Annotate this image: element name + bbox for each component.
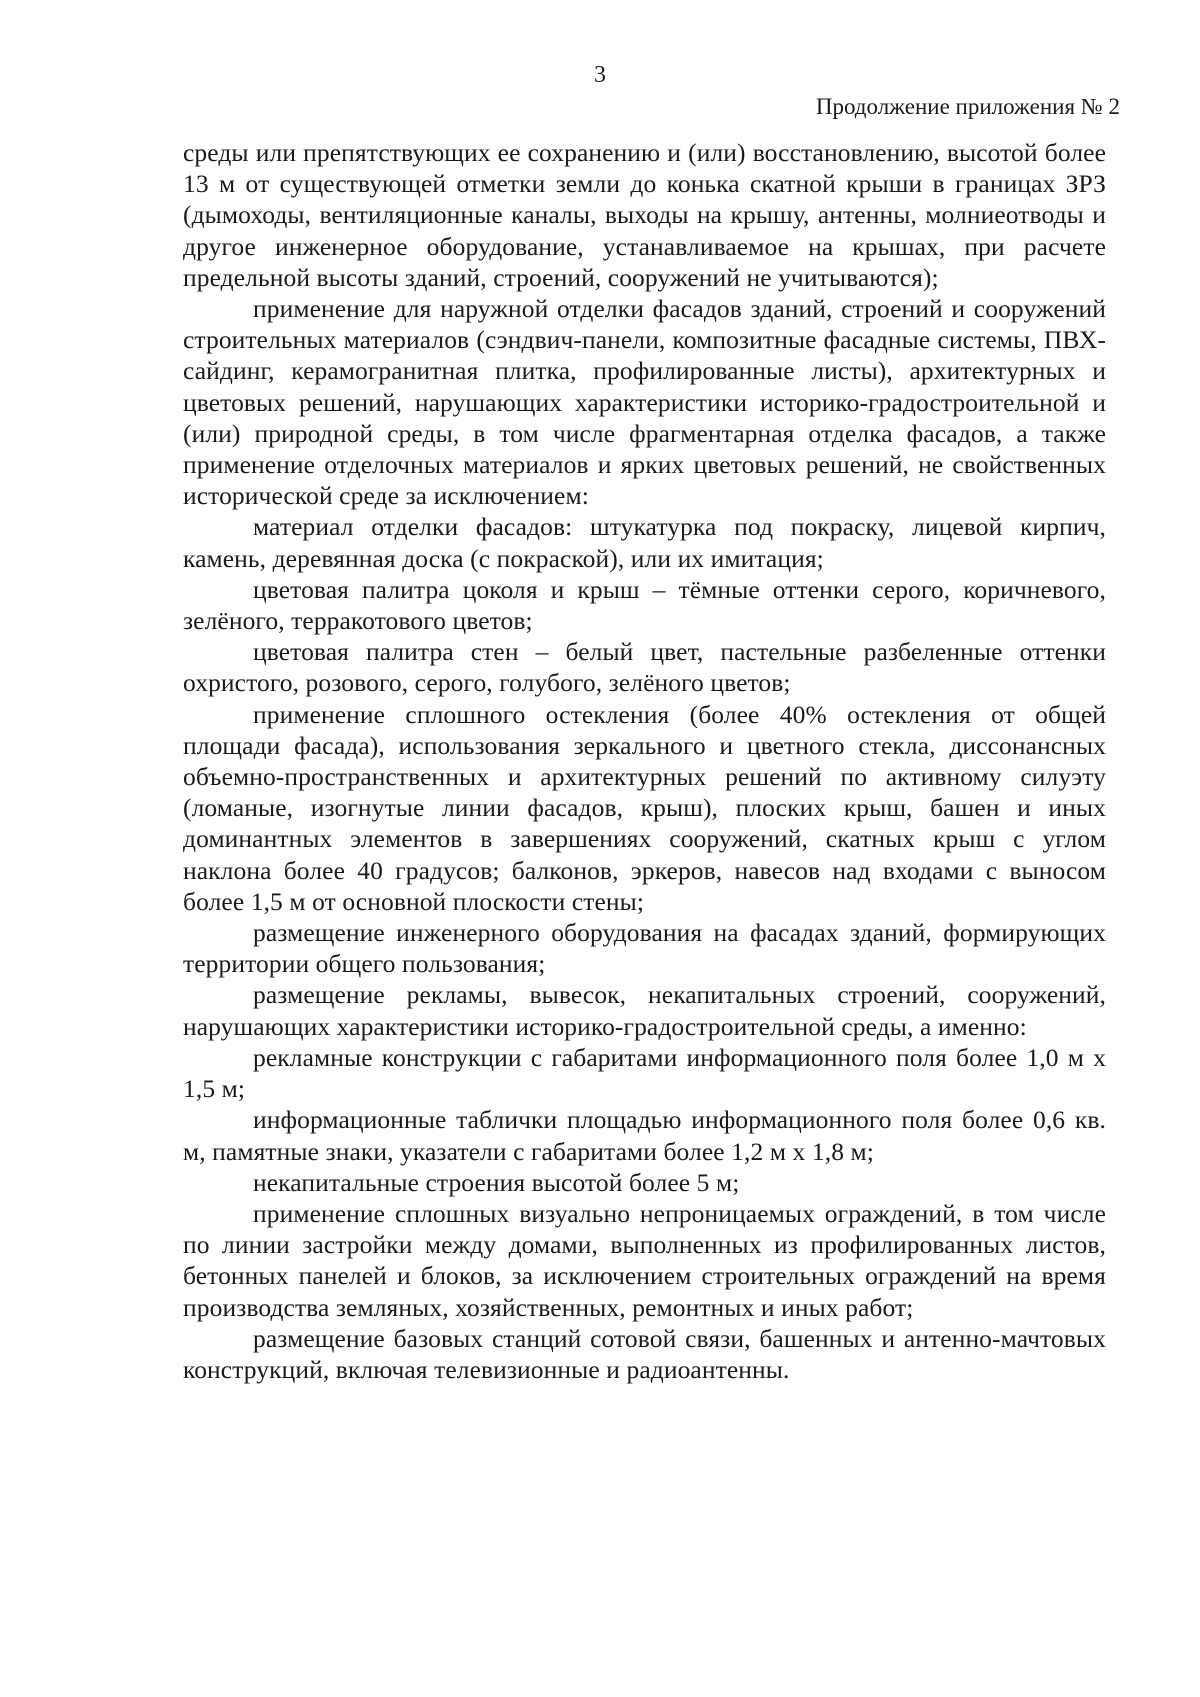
appendix-label: Продолжение приложения № 2 bbox=[815, 94, 1120, 119]
document-body bbox=[183, 137, 1106, 1385]
paragraph-advertising: размещение рекламы, вывесок, некапитальных строений, сооружений, нарушающих характеристики историко-градостроительной среды, а именно: bbox=[183, 980, 1106, 1041]
paragraph-plinth-roof-palette: цветовая палитра цоколя и крыш – тёмные оттенки серого, коричневого, зелёного, терракотового цветов; bbox=[183, 574, 1106, 636]
paragraph-glazing: применение сплошного остекления (более 40% остекления от общей площади фасада), использования зеркального и цветного стекла, диссонансных объемно-пространственных и архитектурных решений по активному силуэту (ломаные, изогнутые линии фасадов, крыш), плоских крыш, башен и иных доминантных элементов в завершениях сооружений, скатных крыш с углом наклона более 40 градусов; балконов, эркеров, навесов над входами с выносом более 1,5 м от основной плоскости стены; bbox=[183, 699, 1106, 916]
paragraph-engineering-equipment: размещение инженерного оборудования на фасадах зданий, формирующих территории общего пользования; bbox=[183, 918, 1106, 979]
paragraph-non-capital-buildings: некапитальные строения высотой более 5 м; bbox=[253, 1167, 740, 1197]
paragraph-continuation: среды или препятствующих ее сохранению и (или) восстановлению, высотой более 13 м от существующей отметки земли до конька скатной крыши в границах ЗРЗ (дымоходы, вентиляционные каналы, выходы на крышу, антенны, молниеотводы и другое инженерное оборудование, устанавливаемое на крышах, при расчете предельной высоты зданий, строений, сооружений не учитываются); bbox=[183, 138, 1106, 292]
paragraph-facade-materials: применение для наружной отделки фасадов зданий, строений и сооружений строительных материалов (сэндвич-панели, композитные фасадные системы, ПВХ-сайдинг, керамогранитная плитка, профилированные листы), архитектурных и цветовых решений, нарушающих характеристики историко-градостроительной и (или) природной среды, в том числе фрагментарная отделка фасадов, а также применение отделочных материалов и ярких цветовых решений, не свойственных исторической среде за исключением: bbox=[183, 294, 1106, 511]
paragraph-base-stations: размещение базовых станций сотовой связи, башенных и антенно-мачтовых конструкций, включая телевизионные и радиоантенны. bbox=[183, 1323, 1106, 1384]
paragraph-fences: применение сплошных визуально непроницаемых ограждений, в том числе по линии застройки между домами, выполненных из профилированных листов, бетонных панелей и блоков, за исключением строительных ограждений на время производства земляных, хозяйственных, ремонтных и иных работ; bbox=[183, 1198, 1106, 1322]
page-number: 3 bbox=[594, 62, 606, 88]
paragraph-wall-palette: цветовая палитра стен – белый цвет, пастельные разбеленные оттенки охристого, розового, серого, голубого, зелёного цветов; bbox=[183, 637, 1106, 698]
paragraph-info-plates: информационные таблички площадью информационного поля более 0,6 кв. м, памятные знаки, указатели с габаритами более 1,2 м х 1,8 м; bbox=[183, 1105, 1106, 1166]
paragraph-ad-structures: рекламные конструкции с габаритами информационного поля более 1,0 м х 1,5 м; bbox=[183, 1042, 1106, 1104]
paragraph-finish-material: материал отделки фасадов: штукатурка под покраску, лицевой кирпич, камень, деревянная доска (с покраской), или их имитация; bbox=[183, 512, 1106, 573]
